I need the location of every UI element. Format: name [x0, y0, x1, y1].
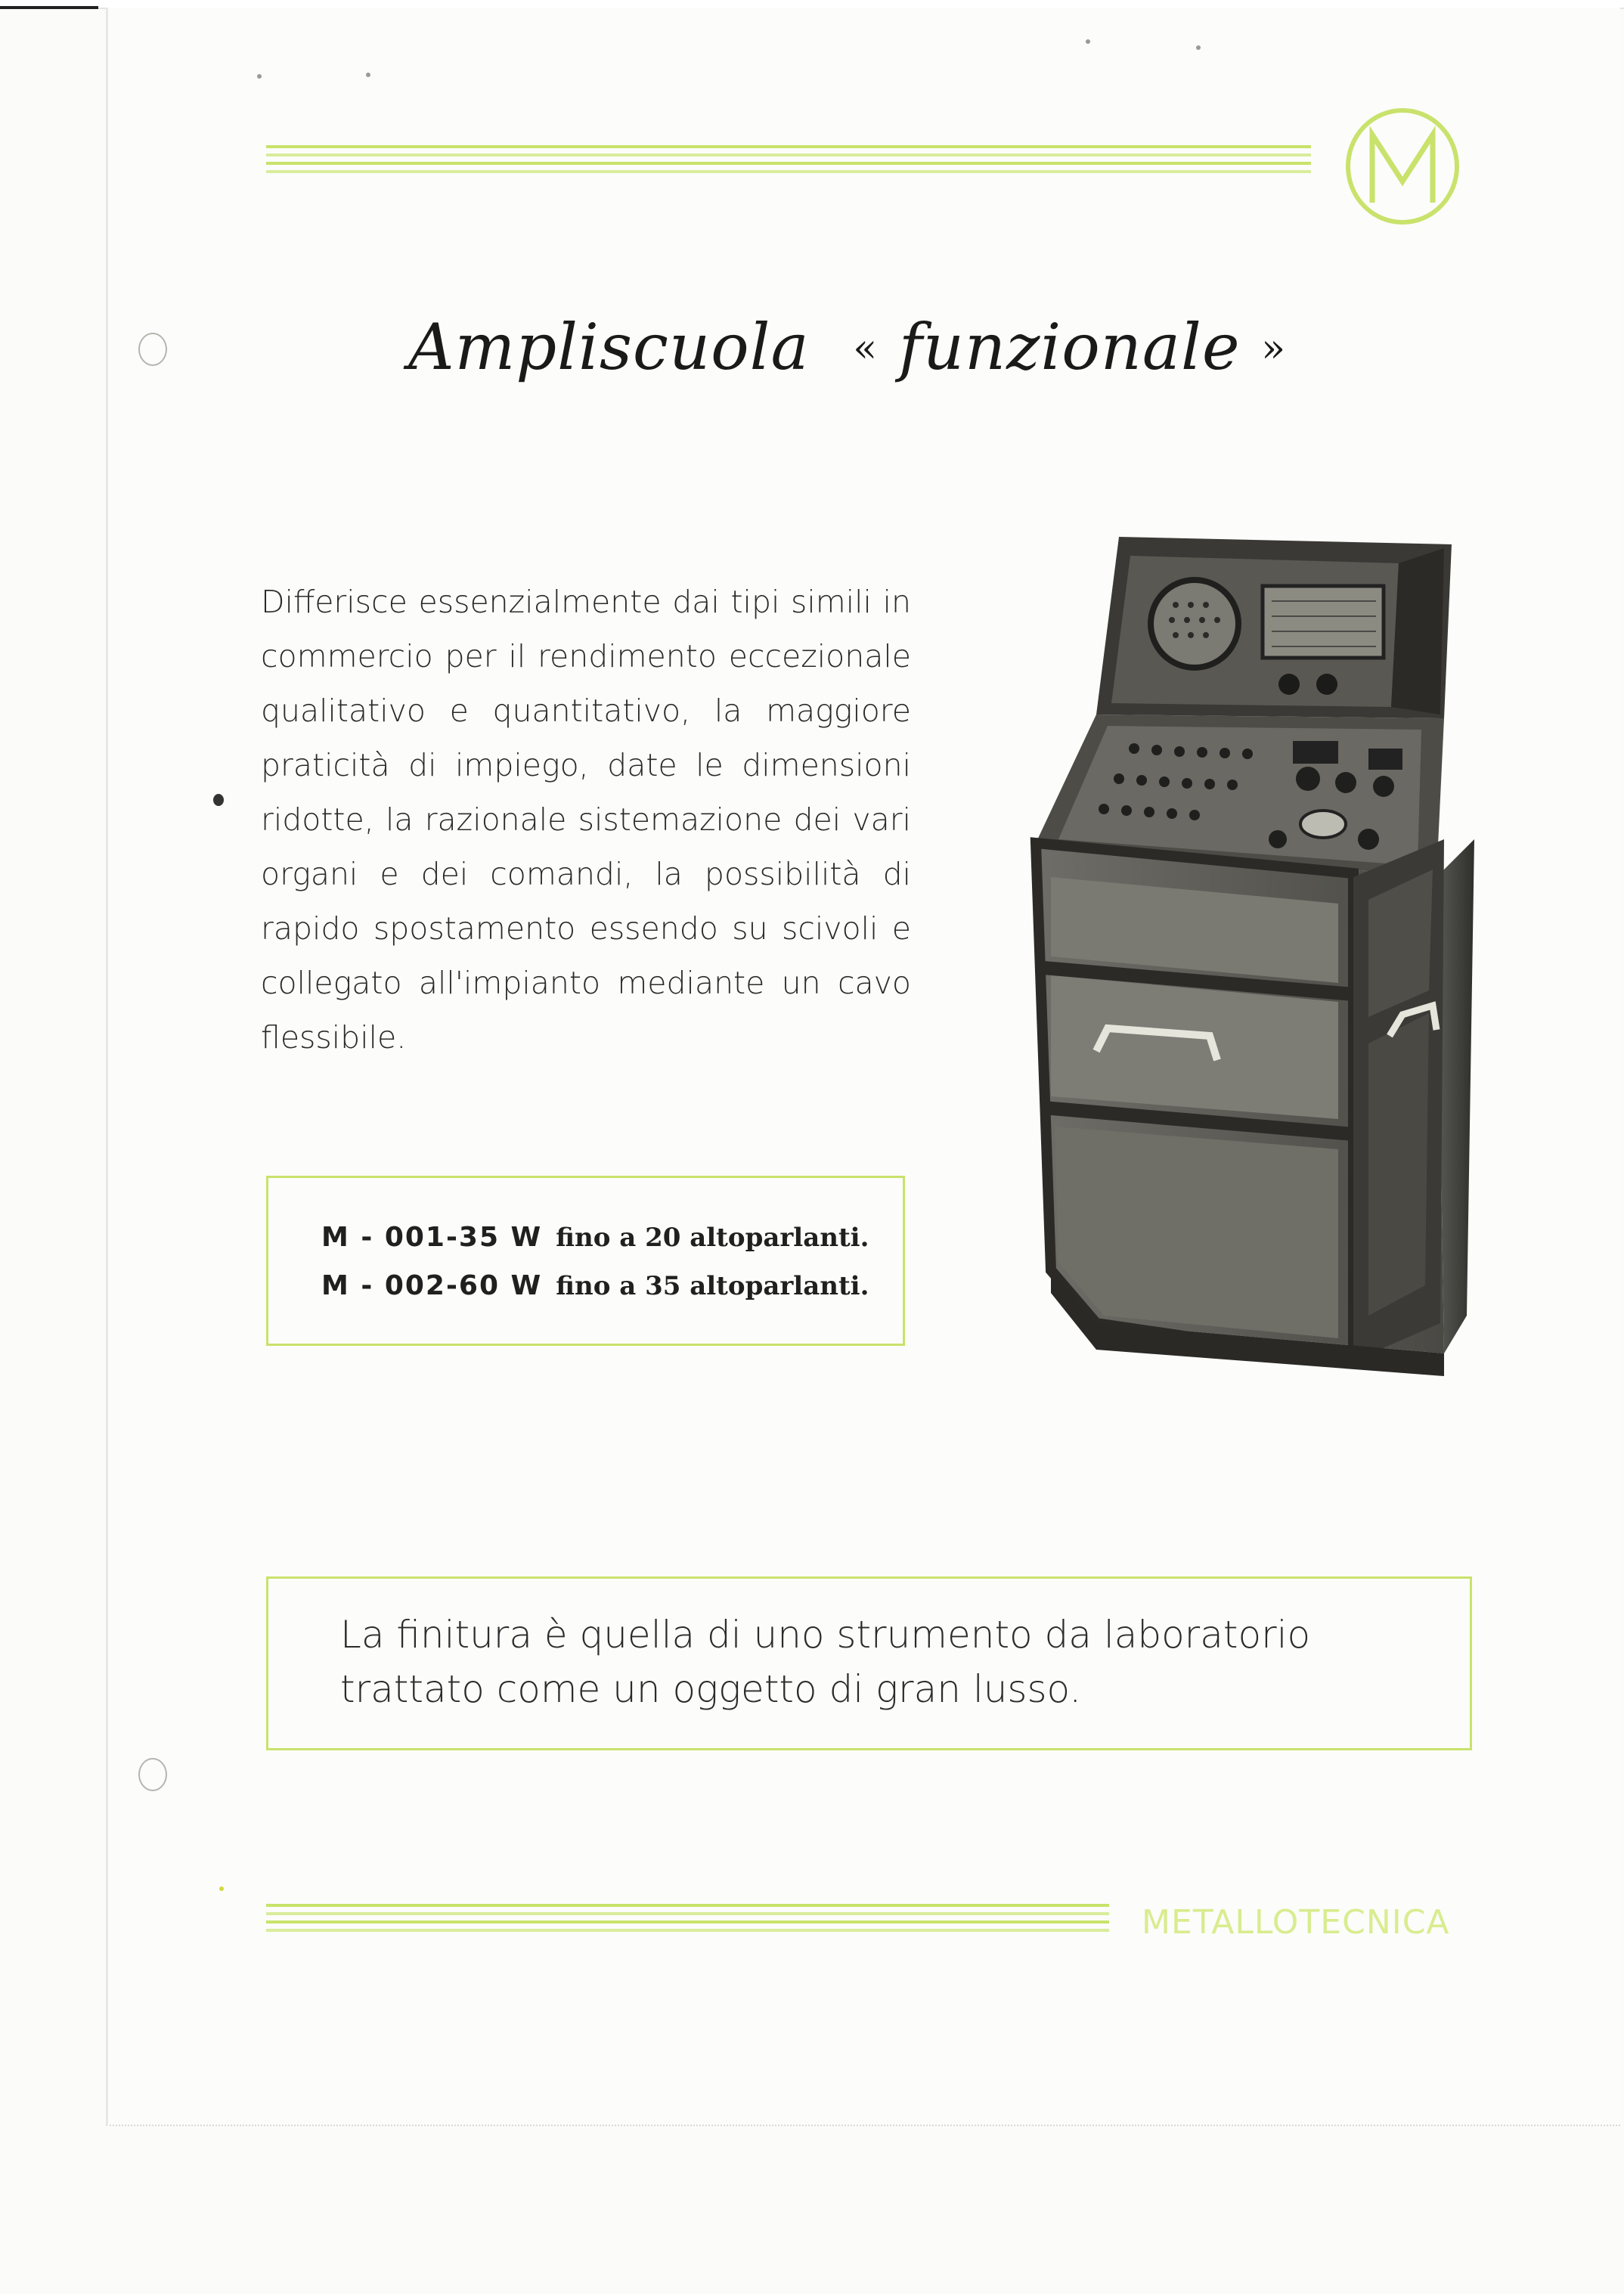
speck [219, 1886, 224, 1891]
scan-corner-mark [0, 6, 98, 9]
speck [1196, 45, 1201, 50]
model-line-2 [321, 1270, 869, 1301]
metallotecnica-logo-icon [1342, 106, 1463, 227]
logo-letter: M [1402, 172, 1409, 180]
model-capacity: fino a 20 altoparlanti. [556, 1223, 869, 1253]
amplifier-cabinet-photo [990, 522, 1474, 1414]
model-code: M - 002-60 W [321, 1270, 543, 1301]
product-description: Differisce essenzialmente dai tipi simili in commercio per il rendimento eccezionale qualitativo e quantitativo, la maggiore praticità di impiego, date le dimensioni ridotte, la razionale sistemazione dei vari organi e dei comandi, la possibilità di rapido spostamento essendo su scivoli e collegato all'impianto mediante un cavo flessibile. [261, 584, 911, 1056]
model-line-1 [321, 1222, 869, 1253]
bottom-stripes [266, 1904, 1109, 1937]
finish-note-text: La finitura è quella di uno strumento da laboratorio trattato come un oggetto di gran lusso. [340, 1613, 1311, 1711]
model-code: M - 001-35 W [321, 1222, 543, 1253]
speck [1086, 39, 1090, 44]
punch-hole-bottom [138, 1758, 167, 1791]
title-word-1: Ampliscuola [408, 310, 810, 384]
model-capacity: fino a 35 altoparlanti. [556, 1271, 869, 1301]
page-title [408, 310, 1346, 416]
brand-name: METALLOTECNICA [1142, 1903, 1450, 1942]
model-list-box [266, 1176, 905, 1346]
ink-speck [213, 794, 224, 806]
quote-open: « [853, 326, 879, 371]
title-word-2: funzionale [898, 310, 1241, 384]
speck [257, 74, 262, 79]
quote-close: » [1261, 326, 1287, 371]
punch-hole-top [138, 333, 167, 366]
top-stripes [266, 145, 1311, 178]
speck [366, 73, 370, 77]
finish-note-box [266, 1576, 1472, 1750]
